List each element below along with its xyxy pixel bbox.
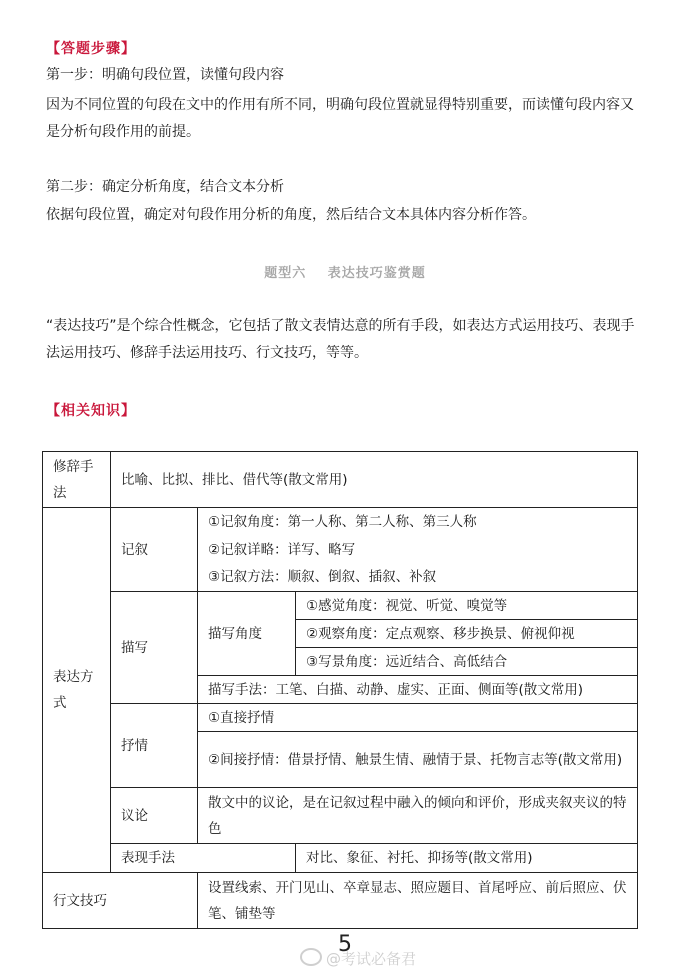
lyric-direct-cell: ①直接抒情 — [198, 704, 638, 732]
step1-title: 第一步：明确句段位置，读懂句段内容 — [46, 67, 284, 83]
table-row — [43, 592, 638, 620]
technique-label-cell: 表现手法 — [111, 844, 296, 873]
description-label-cell: 描写 — [111, 592, 198, 704]
narration-item: ③记叙方法：顺叙、倒叙、插叙、补叙 — [198, 564, 638, 592]
table-row — [43, 844, 638, 873]
step2-title: 第二步：确定分析角度，结合文本分析 — [46, 179, 284, 195]
step1-body: 因为不同位置的句段在文中的作用有所不同，明确句段位置就显得特别重要，而读懂句段内容又是分析句段作用的前提。 — [46, 97, 634, 140]
table-row — [43, 452, 638, 508]
knowledge-table — [42, 451, 638, 929]
section-name: 表达技巧鉴赏题 — [327, 266, 426, 281]
description-methods-cell: 描写手法：工笔、白描、动静、虚实、正面、侧面等(散文常用) — [198, 676, 638, 704]
steps-header: 【答题步骤】 — [46, 41, 136, 57]
description-angle-item: ①感觉角度：视觉、听觉、嗅觉等 — [296, 592, 638, 620]
writing-text-cell: 设置线索、开门见山、卒章显志、照应题目、首尾呼应、前后照应、伏笔、铺垫等 — [198, 873, 638, 929]
intro-paragraph: “表达技巧”是个综合性概念，它包括了散文表情达意的所有手段，如表达方式运用技巧、表现手法运用技巧、修辞手法运用技巧、行文技巧，等等。 — [46, 318, 635, 361]
writing-label-cell: 行文技巧 — [43, 873, 198, 929]
knowledge-header: 【相关知识】 — [46, 403, 136, 419]
narration-item: ①记叙角度：第一人称、第二人称、第三人称 — [198, 508, 638, 536]
watermark: @考试必备君 — [300, 948, 416, 969]
lyric-label-cell: 抒情 — [111, 704, 198, 788]
technique-text-cell: 对比、象征、衬托、抑扬等(散文常用) — [296, 844, 638, 873]
table-row — [43, 873, 638, 929]
table-row — [43, 788, 638, 844]
table-row — [43, 704, 638, 732]
argument-text-cell: 散文中的议论，是在记叙过程中融入的倾向和评价，形成夹叙夹议的特色 — [198, 788, 638, 844]
rhetoric-label-cell: 修辞手法 — [43, 452, 111, 508]
expression-label-cell: 表达方式 — [43, 508, 111, 873]
rhetoric-text-cell: 比喻、比拟、排比、借代等(散文常用) — [111, 452, 638, 508]
argument-label-cell: 议论 — [111, 788, 198, 844]
step2-body: 依据句段位置，确定对句段作用分析的角度，然后结合文本具体内容分析作答。 — [46, 207, 536, 223]
description-angle-item: ②观察角度：定点观察、移步换景、俯视仰视 — [296, 620, 638, 648]
section-label: 题型六 — [264, 266, 307, 281]
description-angle-item: ③写景角度：远近结合、高低结合 — [296, 648, 638, 676]
narration-item: ②记叙详略：详写、略写 — [198, 536, 638, 564]
narration-label-cell: 记叙 — [111, 508, 198, 592]
page-number: 5 — [338, 932, 352, 957]
section-title — [0, 262, 690, 281]
lyric-indirect-cell: ②间接抒情：借景抒情、触景生情、融情于景、托物言志等(散文常用) — [198, 732, 638, 788]
description-angle-label-cell: 描写角度 — [198, 592, 296, 676]
table-row — [43, 508, 638, 536]
weibo-icon — [300, 948, 322, 966]
